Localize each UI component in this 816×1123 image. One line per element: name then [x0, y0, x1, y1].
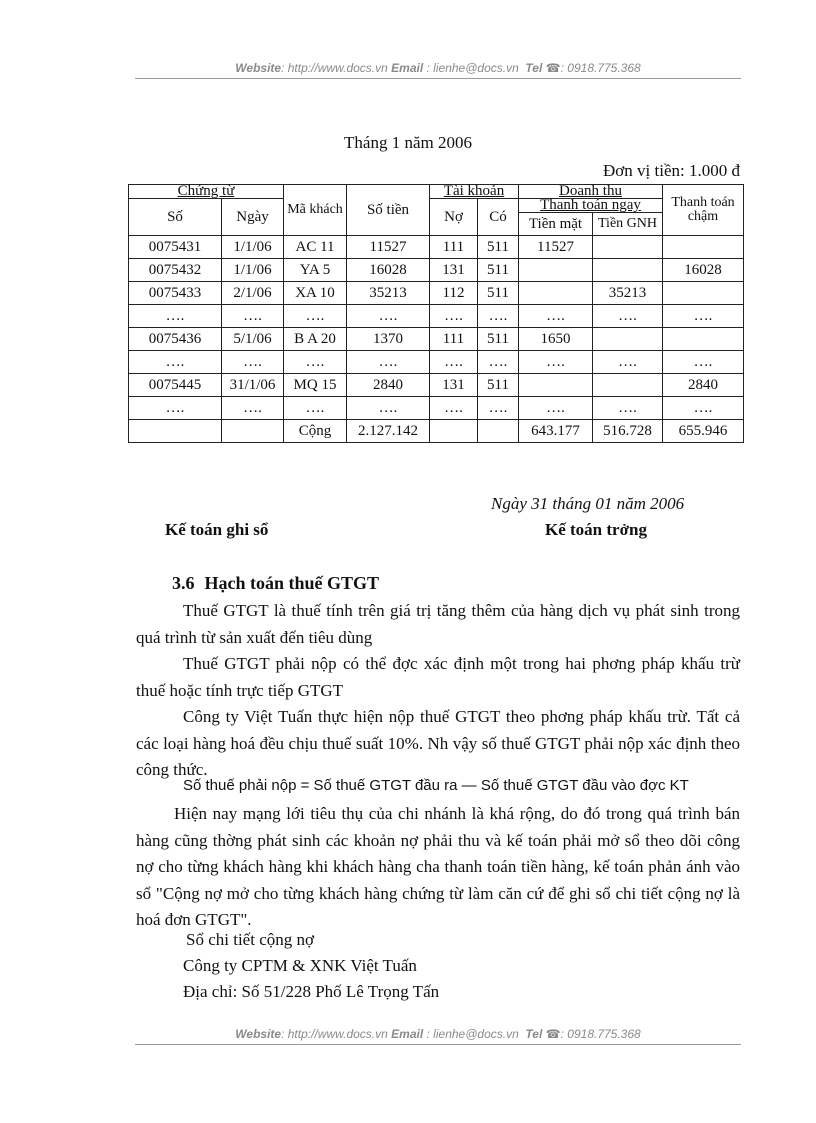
- table-cell: Cộng: [284, 420, 347, 443]
- paragraph-5: Hiện nay mạng lới tiêu thụ của chi nhánh là khá rộng, do đó trong quá trình bán hàng cũng thờng phát sinh các khoản nợ phải thu và kế toán phải mở sổ theo dõi công nợ cho từng khách hàng khi khách hàng cha thanh toán tiền hàng, kế toán phản ánh vào sổ "Cộng nợ mở cho từng khách hàng chứng từ làm căn cứ để ghi sổ chi tiết cộng nợ là hoá đơn GTGT".: [136, 804, 740, 929]
- phone-icon: ☎: [545, 61, 561, 75]
- col-header-makhach: Mã khách: [284, 185, 347, 236]
- table-cell: ….: [347, 397, 430, 420]
- tel-label: Tel: [525, 61, 543, 75]
- table-cell: 131: [430, 259, 478, 282]
- table-cell: [593, 374, 663, 397]
- page-header: [135, 61, 741, 79]
- month-title: Tháng 1 năm 2006: [344, 133, 472, 152]
- table-cell: ….: [347, 351, 430, 374]
- col-header-sotien: Số tiền: [347, 185, 430, 236]
- table-cell: 511: [478, 236, 519, 259]
- table-cell: 511: [478, 259, 519, 282]
- table-cell: ….: [284, 351, 347, 374]
- table-cell: MQ 15: [284, 374, 347, 397]
- col-header-so: Số: [129, 199, 222, 236]
- table-cell: ….: [478, 397, 519, 420]
- table-cell: ….: [663, 351, 744, 374]
- signature-right: Kế toán trởng: [545, 520, 647, 539]
- table-cell: ….: [284, 305, 347, 328]
- table-cell: 511: [478, 328, 519, 351]
- tel-label: Tel: [525, 1027, 543, 1041]
- table-cell: 16028: [347, 259, 430, 282]
- email-label: Email: [391, 1027, 424, 1041]
- col-header-ngay: Ngày: [222, 199, 284, 236]
- table-cell: YA 5: [284, 259, 347, 282]
- table-row: [129, 259, 744, 282]
- email-value[interactable]: : lienhe@docs.vn: [426, 1027, 519, 1041]
- table-cell: [430, 420, 478, 443]
- table-cell: [519, 374, 593, 397]
- table-cell: ….: [663, 397, 744, 420]
- table-cell: 655.946: [663, 420, 744, 443]
- signature-left: Kế toán ghi sổ: [165, 520, 269, 539]
- table-cell: ….: [478, 351, 519, 374]
- website-value[interactable]: : http://www.docs.vn: [281, 1027, 388, 1041]
- section-title: Hạch toán thuế GTGT: [204, 573, 380, 593]
- currency-unit: Đơn vị tiền: 1.000 đ: [603, 161, 740, 180]
- table-cell: ….: [222, 351, 284, 374]
- table-cell: 1/1/06: [222, 236, 284, 259]
- table-cell: ….: [284, 397, 347, 420]
- col-header-tiengnh: Tiền GNH: [593, 213, 663, 236]
- table-cell: 35213: [593, 282, 663, 305]
- table-cell: [663, 328, 744, 351]
- section-number: 3.6: [172, 573, 195, 593]
- table-cell: 0075432: [129, 259, 222, 282]
- ledger-subtitle: Sổ chi tiết cộng nợ: [186, 930, 314, 949]
- table-cell: 11527: [519, 236, 593, 259]
- table-row: [129, 328, 744, 351]
- table-cell: 131: [430, 374, 478, 397]
- table-row: [129, 374, 744, 397]
- col-header-no: Nợ: [430, 199, 478, 236]
- table-cell: 35213: [347, 282, 430, 305]
- tel-value: : 0918.775.368: [560, 61, 641, 75]
- table-row: [129, 351, 744, 374]
- table-cell: 16028: [663, 259, 744, 282]
- table-cell: ….: [347, 305, 430, 328]
- table-cell: [519, 259, 593, 282]
- table-cell: 111: [430, 236, 478, 259]
- table-cell: 111: [430, 328, 478, 351]
- table-cell: 2.127.142: [347, 420, 430, 443]
- col-header-co: Có: [478, 199, 519, 236]
- table-cell: [663, 236, 744, 259]
- table-cell: ….: [593, 305, 663, 328]
- table-row: [129, 397, 744, 420]
- website-value[interactable]: : http://www.docs.vn: [281, 61, 388, 75]
- email-label: Email: [391, 61, 424, 75]
- table-cell: ….: [430, 351, 478, 374]
- table-row: [129, 236, 744, 259]
- table-cell: [478, 420, 519, 443]
- table-cell: ….: [663, 305, 744, 328]
- table-cell: 0075431: [129, 236, 222, 259]
- table-cell: 2/1/06: [222, 282, 284, 305]
- table-cell: B A 20: [284, 328, 347, 351]
- table-cell: XA 10: [284, 282, 347, 305]
- paragraph-3: Công ty Việt Tuấn thực hiện nộp thuế GTGT theo phơng pháp khấu trừ. Tất cả các loại hàng hoá đều chịu thuế suất 10%. Nh vậy số thuế GTGT phải nộp xác định theo công thức.: [136, 707, 740, 779]
- table-cell: ….: [593, 351, 663, 374]
- table-cell: 11527: [347, 236, 430, 259]
- table-cell: ….: [593, 397, 663, 420]
- table-cell: 1/1/06: [222, 259, 284, 282]
- table-cell: 2840: [663, 374, 744, 397]
- table-cell: 2840: [347, 374, 430, 397]
- table-cell: ….: [430, 305, 478, 328]
- table-cell: [129, 420, 222, 443]
- col-header-thanhtoanngay: Thanh toán ngay: [519, 199, 663, 213]
- table-cell: AC 11: [284, 236, 347, 259]
- table-cell: ….: [519, 305, 593, 328]
- table-cell: 1370: [347, 328, 430, 351]
- date-line: Ngày 31 tháng 01 năm 2006: [491, 494, 685, 513]
- paragraph-1: Thuế GTGT là thuế tính trên giá trị tăng thêm của hàng dịch vụ phát sinh trong quá trình từ sản xuất đến tiêu dùng: [136, 601, 740, 647]
- total-row: [129, 420, 744, 443]
- table-cell: 511: [478, 282, 519, 305]
- table-cell: 0075445: [129, 374, 222, 397]
- tel-value: : 0918.775.368: [560, 1027, 641, 1041]
- section-heading: [172, 573, 379, 594]
- table-row: [129, 282, 744, 305]
- table-cell: 0075433: [129, 282, 222, 305]
- col-header-doanhthu: Doanh thu: [519, 185, 663, 199]
- table-cell: 1650: [519, 328, 593, 351]
- table-row: [129, 305, 744, 328]
- table-cell: [663, 282, 744, 305]
- table-cell: [519, 282, 593, 305]
- table-cell: 31/1/06: [222, 374, 284, 397]
- phone-icon: ☎: [545, 1027, 561, 1041]
- company-address: Địa chỉ: Số 51/228 Phố Lê Trọng Tấn: [183, 982, 440, 1001]
- table-cell: 0075436: [129, 328, 222, 351]
- page-footer: [135, 1027, 741, 1045]
- table-cell: [593, 259, 663, 282]
- ledger-table: [128, 184, 744, 443]
- table-cell: ….: [519, 397, 593, 420]
- website-label: Website: [235, 1027, 282, 1041]
- email-value[interactable]: : lienhe@docs.vn: [426, 61, 519, 75]
- table-cell: 516.728: [593, 420, 663, 443]
- table-cell: ….: [129, 351, 222, 374]
- table-cell: ….: [478, 305, 519, 328]
- col-header-thanhtoancham: Thanh toán chậm: [663, 185, 744, 236]
- formula-line: Số thuế phải nộp = Số thuế GTGT đầu ra — Số thuế GTGT đầu vào đợc KT: [183, 777, 689, 794]
- table-cell: ….: [430, 397, 478, 420]
- table-cell: [593, 328, 663, 351]
- col-header-chungtu: Chứng từ: [129, 185, 284, 199]
- table-cell: 112: [430, 282, 478, 305]
- table-cell: ….: [519, 351, 593, 374]
- table-cell: [222, 420, 284, 443]
- table-cell: ….: [129, 305, 222, 328]
- company-name: Công ty CPTM & XNK Việt Tuấn: [183, 956, 417, 975]
- col-header-tienmat: Tiền mặt: [519, 213, 593, 236]
- table-cell: 511: [478, 374, 519, 397]
- paragraph-2: Thuế GTGT phải nộp có thể đợc xác định một trong hai phơng pháp khấu trừ thuế hoặc tính trực tiếp GTGT: [136, 654, 740, 700]
- col-header-taikhoan: Tài khoản: [430, 185, 519, 199]
- table-cell: 5/1/06: [222, 328, 284, 351]
- table-cell: ….: [129, 397, 222, 420]
- table-cell: ….: [222, 305, 284, 328]
- table-cell: ….: [222, 397, 284, 420]
- table-cell: 643.177: [519, 420, 593, 443]
- table-cell: [593, 236, 663, 259]
- website-label: Website: [235, 61, 282, 75]
